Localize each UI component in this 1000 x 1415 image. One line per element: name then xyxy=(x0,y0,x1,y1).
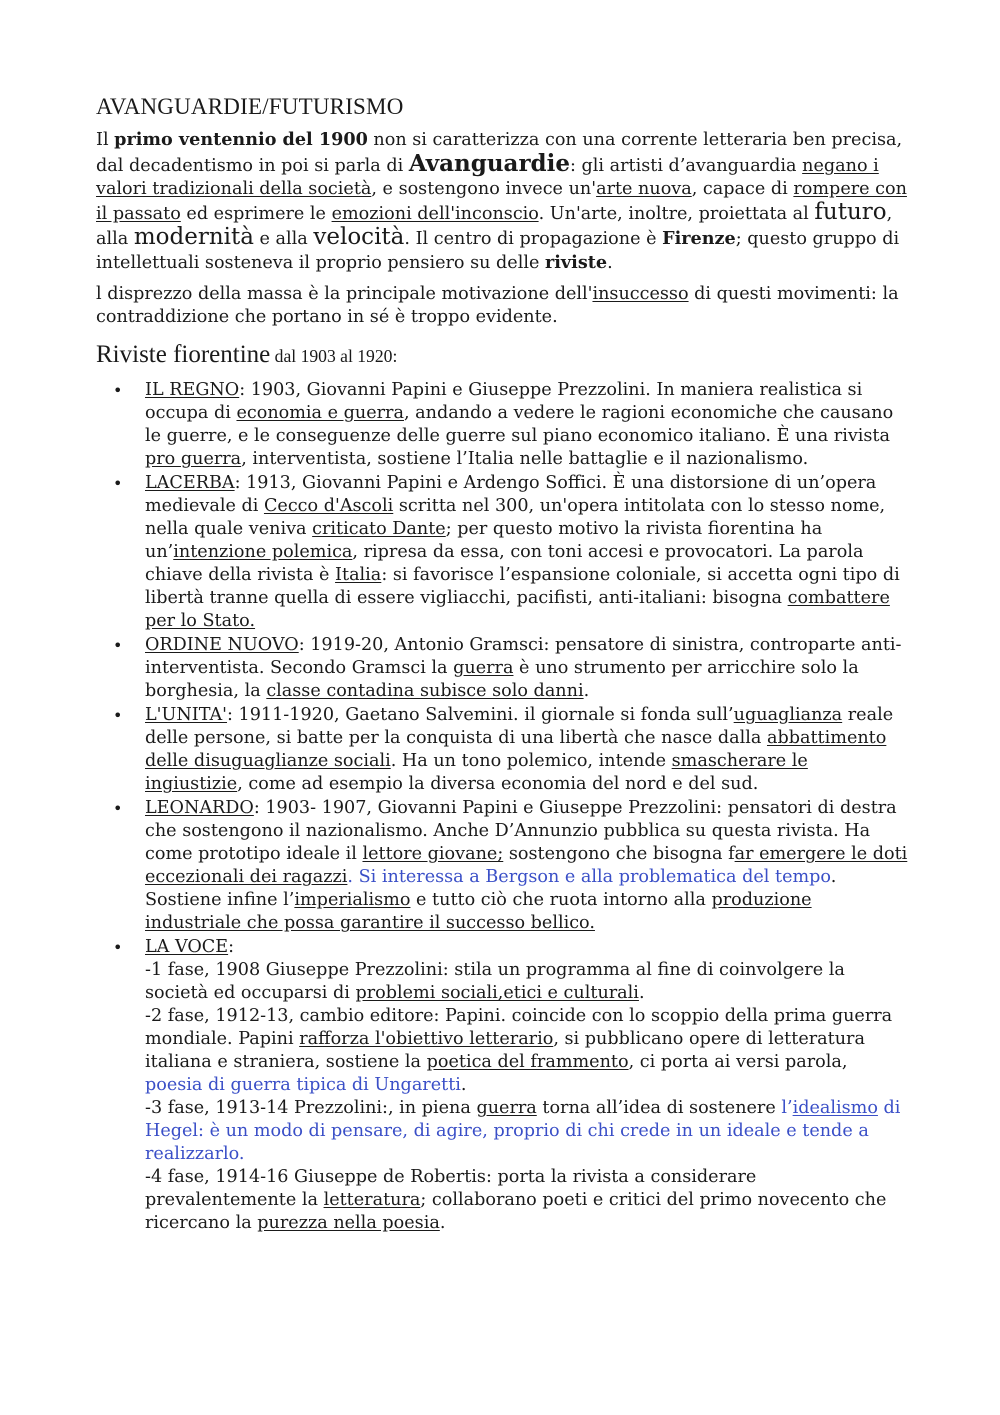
second-paragraph: l disprezzo della massa è la principale motivazione dell'insuccesso di questi movimenti: la contraddizione che portano in sé è troppo evidente. xyxy=(96,284,899,327)
list-item-leonardo: • LEONARDO: 1903- 1907, Giovanni Papini e Giuseppe Prezzolini: pensatori di destra che sostengono il nazionalismo. Anche D’Annunzio pubblica su questa rivista. Ha come prototipo ideale il lettore giovane; sostengono che bisogna far emergere le doti eccezionali dei ragazzi. Si interessa a Bergson e alla problematica del tempo. Sostiene infine l’imperialismo e tutto ciò che ruota intorno alla produzione industriale che possa garantire il successo bellico. xyxy=(113,798,908,933)
phase-3: -3 fase, 1913-14 Prezzolini:, in piena guerra torna all’idea di sostenere l’idealismo di Hegel: è un modo di pensare, di agire, proprio di chi crede in un ideale e tende a realizzarlo. xyxy=(145,1098,901,1164)
bullet-icon: • xyxy=(113,706,123,725)
phase-1: -1 fase, 1908 Giuseppe Prezzolini: stila un programma al fine di coinvolgere la società ed occuparsi di problemi sociali,etici e culturali. xyxy=(145,960,845,1003)
bullet-icon: • xyxy=(113,636,123,655)
bullet-icon: • xyxy=(113,381,123,400)
intro-paragraph: Il primo ventennio del 1900 non si caratterizza con una corrente letteraria ben precisa, dal decadentismo in poi si parla di Avanguardie: gli artisti d’avanguardia negano i valori tradizionali della società, e sostengono invece un'arte nuova, capace di rompere con il passato ed esprimere le emozioni dell'inconscio. Un'arte, inoltre, proiettata al futuro, alla modernità e alla velocità. Il centro di propagazione è Firenze; questo gruppo di intellettuali sosteneva il proprio pensiero su delle riviste. xyxy=(96,129,907,273)
section-heading: Riviste fiorentine dal 1903 al 1920: xyxy=(96,341,398,368)
document-title: AVANGUARDIE/FUTURISMO xyxy=(96,94,404,119)
list-item-il-regno: • IL REGNO: 1903, Giovanni Papini e Giuseppe Prezzolini. In maniera realistica si occupa di economia e guerra, andando a vedere le ragioni economiche che causano le guerre, e le conseguenze delle guerre sul piano economico italiano. È una rivista pro guerra, interventista, sostiene l’Italia nelle battaglie e il nazionalismo. xyxy=(113,380,894,469)
phase-2: -2 fase, 1912-13, cambio editore: Papini. coincide con lo scoppio della prima guerra mondiale. Papini rafforza l'obiettivo letterario, si pubblicano opere di letteratura italiana e straniera, sostiene la poetica del frammento, ci porta ai versi parola, poesia di guerra tipica di Ungaretti. xyxy=(145,1006,893,1095)
list-item-l-unita: • L'UNITA': 1911-1920, Gaetano Salvemini. il giornale si fonda sull’uguaglianza reale delle persone, si batte per la conquista di una libertà che nasce dalla abbattimento delle disuguaglianze sociali. Ha un tono polemico, intende smascherare le ingiustizie, come ad esempio la diversa economia del nord e del sud. xyxy=(113,705,894,794)
list-item-ordine-nuovo: • ORDINE NUOVO: 1919-20, Antonio Gramsci: pensatore di sinistra, controparte anti-interventista. Secondo Gramsci la guerra è uno strumento per arricchire solo la borghesia, la classe contadina subisce solo danni. xyxy=(113,635,902,701)
bullet-icon: • xyxy=(113,474,123,493)
document-page xyxy=(96,94,908,1236)
list-item-lacerba: • LACERBA: 1913, Giovanni Papini e Ardengo Soffici. È una distorsione di un’opera medievale di Cecco d'Ascoli scritta nel 300, un'opera intitolata con lo stesso nome, nella quale veniva criticato Dante; per questo motivo la rivista fiorentina ha un’intenzione polemica, ripresa da essa, con toni accesi e provocatori. La parola chiave della rivista è Italia: si favorisce l’espansione coloniale, si accetta ogni tipo di libertà tranne quella di essere vigliacchi, pacifisti, anti-italiani: bisogna combattere per lo Stato. xyxy=(113,473,900,631)
journals-list xyxy=(96,379,908,1235)
bullet-icon: • xyxy=(113,799,123,818)
list-item-la-voce: • LA VOCE: -1 fase, 1908 Giuseppe Prezzolini: stila un programma al fine di coinvolgere la società ed occuparsi di problemi sociali,etici e culturali. -2 fase, 1912-13, cambio editore: Papini. coincide con lo scoppio della prima guerra mondiale. Papini rafforza l'obiettivo letterario, si pubblicano opere di letteratura italiana e straniera, sostiene la poetica del frammento, ci porta ai versi parola, poesia di guerra tipica di Ungaretti. -3 fase, 1913-14 Prezzolini:, in piena guerra torna all’idea di sostenere l’idealismo di Hegel: è un modo di pensare, di agire, proprio di chi crede in un ideale e tende a realizzarlo. -4 fase, 1914-16 Giuseppe de Robertis: porta la rivista a considerare prevalentemente la letteratura; collaborano poeti e critici del primo novecento che ricercano la purezza nella poesia. xyxy=(96,936,908,1235)
bullet-icon: • xyxy=(113,938,123,957)
phase-4: -4 fase, 1914-16 Giuseppe de Robertis: porta la rivista a considerare prevalentemente la letteratura; collaborano poeti e critici del primo novecento che ricercano la purezza nella poesia. xyxy=(145,1167,887,1233)
